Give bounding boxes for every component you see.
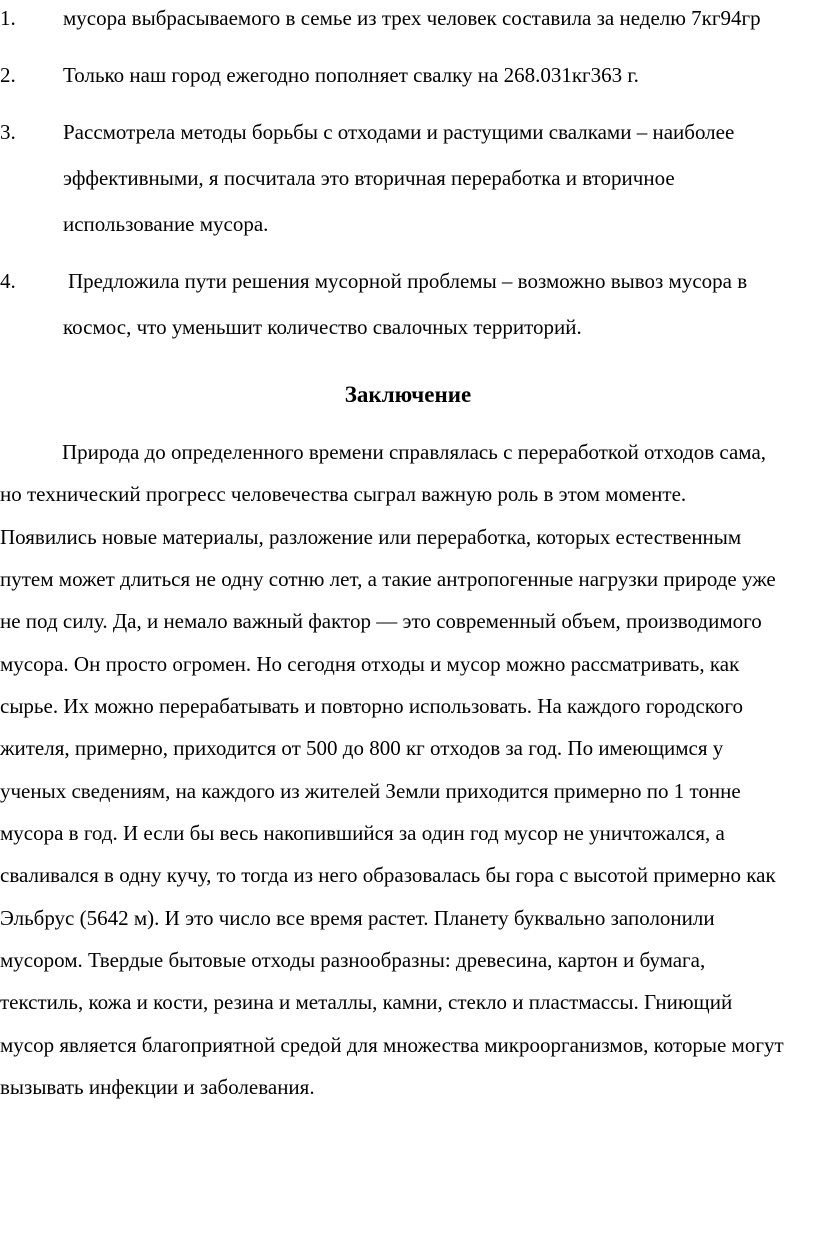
list-number: 4. <box>0 269 16 293</box>
list-item <box>0 258 803 350</box>
list-item <box>0 109 803 247</box>
list-number: 3. <box>0 120 16 144</box>
list-number: 1. <box>0 6 16 30</box>
list-text: Только наш город ежегодно пополняет свалку на 268.031кг363 г. <box>63 63 639 87</box>
list-text: мусора выбрасываемого в семье из трех человек составила за неделю 7кг94гр <box>63 6 761 30</box>
list-item <box>0 0 803 41</box>
list-item <box>0 52 803 98</box>
list-number: 2. <box>0 63 16 87</box>
list-text: Предложила пути решения мусорной проблемы – возможно вывоз мусора в космос, что уменьшит количество свалочных территорий. <box>63 269 748 339</box>
conclusion-paragraph: Природа до определенного времени справлялась с переработкой отходов сама, но технический прогресс человечества сыграл важную роль в этом моменте. Появились новые материалы, разложение или переработка, которых естественным путем может длиться не одну сотню лет, а такие антропогенные нагрузки природе уже не под силу. Да, и немало важный фактор — это современный объем, производимого мусора. Он просто огромен. Но сегодня отходы и мусор можно рассматривать, как сырье. Их можно перерабатывать и повторно использовать. На каждого городского жителя, примерно, приходится от 500 до 800 кг отходов за год. По имеющимся у ученых сведениям, на каждого из жителей Земли приходится примерно по 1 тонне мусора в год. И если бы весь накопившийся за один год мусор не уничтожался, а сваливался в одну кучу, то тогда из него образовалась бы гора с высотой примерно как Эльбрус (5642 м). И это число все время растет. Планету буквально заполонили мусором. Твердые бытовые отходы разнообразны: древесина, картон и бумага, текстиль, кожа и кости, резина и металлы, камни, стекло и пластмассы. Гниющий мусор является благоприятной средой для множества микроорганизмов, которые могут вызывать инфекции и заболевания. <box>0 440 784 1100</box>
section-heading: Заключение <box>344 382 472 407</box>
list-text: Рассмотрела методы борьбы с отходами и растущими свалками – наиболее эффективными, я посчитала это вторичная переработка и вторичное использование мусора. <box>63 120 735 236</box>
